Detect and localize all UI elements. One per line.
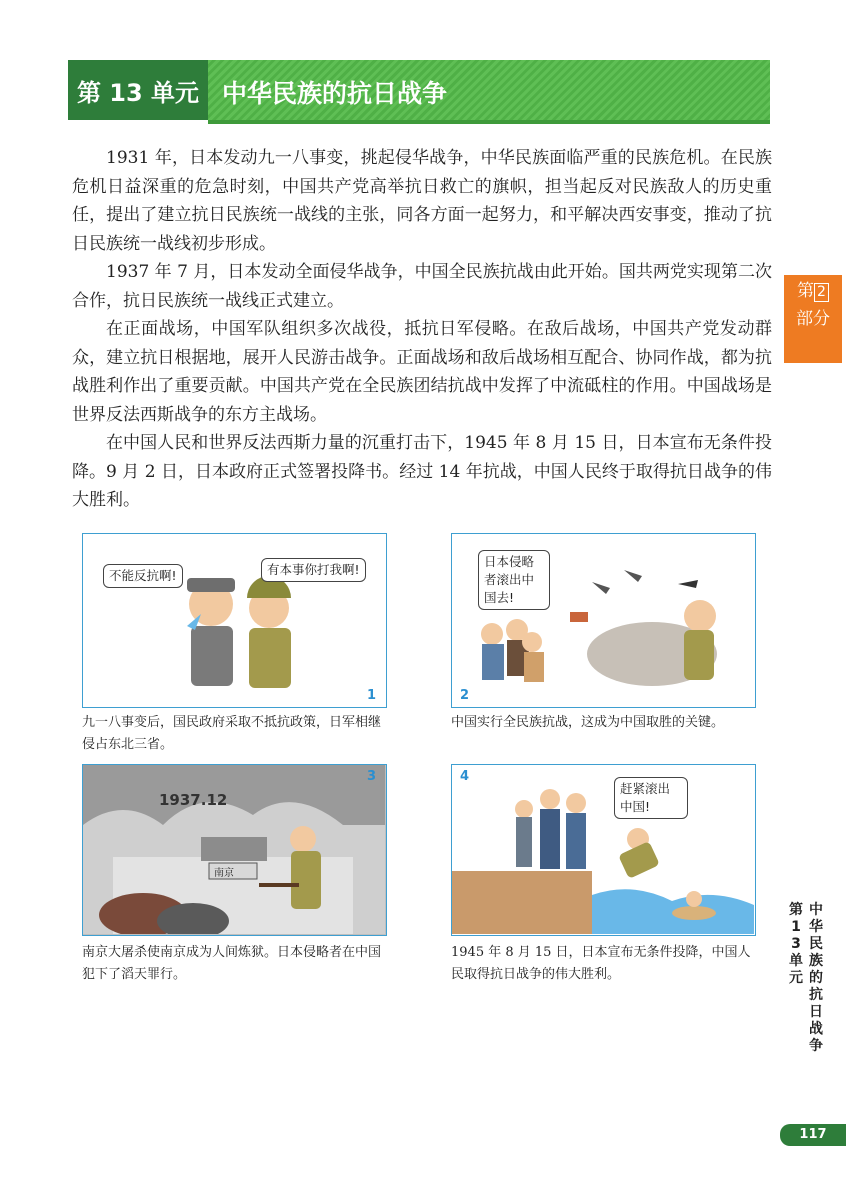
paragraph-3: 在正面战场，中国军队组织多次战役，抵抗日军侵略。在敌后战场，中国共产党发动群众，建立抗日根据地，展开人民游击战争。正面战场和敌后战场相互配合、协同作战，都为抗战胜利作出了重要贡献。中国共产党在全民族团结抗战中发挥了中流砥柱的作用。中国战场是世界反法西斯战争的东方主战场。 [72, 319, 772, 425]
body-text [72, 144, 772, 515]
unit-title-bar [208, 60, 770, 124]
nanjing-sign: 南京 [214, 868, 234, 879]
part-tab-label: 部分 [796, 309, 830, 329]
unit-title: 中华民族的抗日战争 [222, 79, 448, 108]
page-number: 117 [780, 1124, 846, 1146]
unit-header [68, 60, 770, 122]
panel-number-1: 1 [366, 688, 376, 703]
panel-number-3: 3 [366, 769, 376, 784]
part-number: 2 [814, 283, 829, 302]
side-title-unit: 第13单元 [789, 902, 803, 986]
speech-bubble-4: 赶紧滚出中国! [614, 777, 688, 819]
date-stamp: 1937.12 [159, 791, 228, 809]
panel-4-illustration [452, 765, 754, 934]
part-tab [784, 275, 842, 363]
paragraph-4: 在中国人民和世界反法西斯力量的沉重打击下，1945 年 8 月 15 日，日本宣布无条件投降。9 月 2 日，日本政府正式签署投降书。经过 14 年抗战，中国人民终于取得抗日战争的伟大胜利。 [72, 433, 772, 510]
panel-number-2: 2 [460, 688, 470, 703]
paragraph-2: 1937 年 7 月，日本发动全面侵华战争，中国全民族抗战由此开始。国共两党实现第二次合作，抗日民族统一战线正式建立。 [72, 262, 772, 311]
comic-panel-3 [82, 764, 387, 936]
comic-panel-4 [451, 764, 756, 936]
panel-number-4: 4 [460, 769, 470, 784]
unit-label: 第 13 单元 [68, 60, 208, 120]
speech-bubble-1b: 有本事你打我啊! [261, 558, 366, 582]
speech-bubble-1a: 不能反抗啊! [103, 564, 183, 588]
caption-2: 中国实行全民族抗战，这成为中国取胜的关键。 [451, 715, 725, 730]
caption-1: 九一八事变后，国民政府采取不抵抗政策，日军相继侵占东北三省。 [82, 715, 382, 752]
paragraph-1: 1931 年，日本发动九一八事变，挑起侵华战争，中华民族面临严重的民族危机。在民族危机日益深重的危急时刻，中国共产党高举抗日救亡的旗帜，担当起反对民族敌人的历史重任，提出了建立抗日民族统一战线的主张，同各方面一起努力，和平解决西安事变，推动了抗日民族统一战线初步形成。 [72, 148, 772, 254]
side-title-name: 中华民族的抗日战争 [809, 902, 823, 1054]
speech-bubble-2: 日本侵略者滚出中国去! [478, 550, 550, 610]
panel-3-illustration [83, 765, 385, 934]
caption-4: 1945 年 8 月 15 日，日本宣布无条件投降，中国人民取得抗日战争的伟大胜利。 [451, 945, 751, 982]
side-chapter-title [786, 902, 826, 1055]
caption-3: 南京大屠杀使南京成为人间炼狱。日本侵略者在中国犯下了滔天罪行。 [82, 945, 382, 982]
part-tab-prefix: 第 [797, 281, 815, 301]
comic-panel-2 [451, 533, 756, 708]
comic-panel-1 [82, 533, 387, 708]
